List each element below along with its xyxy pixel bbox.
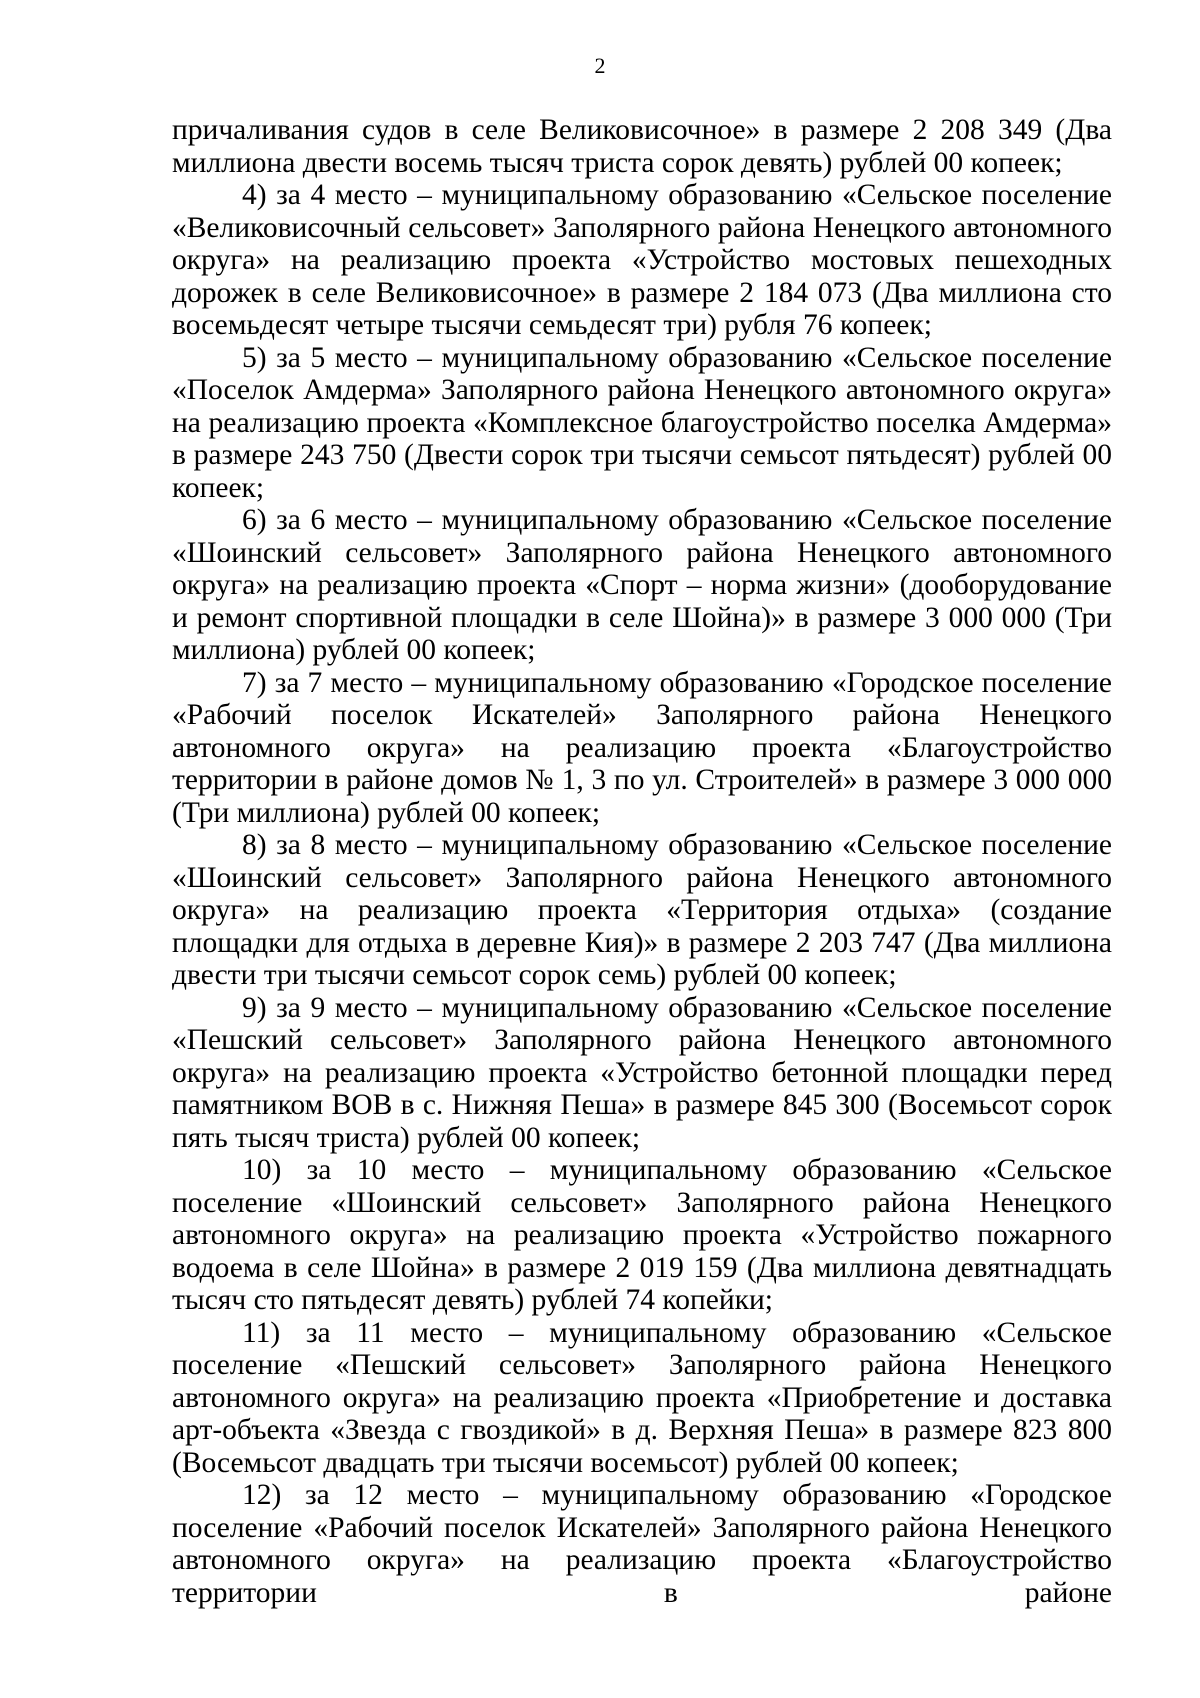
paragraph-continuation: причаливания судов в селе Великовисочное» в размере 2 208 349 (Два миллиона двести восемь тысяч триста сорок девять) рублей 00 копеек; <box>172 114 1112 179</box>
paragraph-item-6: 6) за 6 место – муниципальному образованию «Сельское поселение «Шоинский сельсовет» Заполярного района Ненецкого автономного округа» на реализацию проекта «Спорт – норма жизни» (дооборудование и ремонт спортивной площадки в селе Шойна)» в размере 3 000 000 (Три миллиона) рублей 00 копеек; <box>172 504 1112 666</box>
paragraph-item-4: 4) за 4 место – муниципальному образованию «Сельское поселение «Великовисочный сельсовет» Заполярного района Ненецкого автономного округа» на реализацию проекта «Устройство мостовых пешеходных дорожек в селе Великовисочное» в размере 2 184 073 (Два миллиона сто восемьдесят четыре тысячи семьдесят три) рубля 76 копеек; <box>172 179 1112 341</box>
paragraph-item-8: 8) за 8 место – муниципальному образованию «Сельское поселение «Шоинский сельсовет» Заполярного района Ненецкого автономного округа» на реализацию проекта «Территория отдыха» (создание площадки для отдыха в деревне Кия)» в размере 2 203 747 (Два миллиона двести три тысячи семьсот сорок семь) рублей 00 копеек; <box>172 829 1112 991</box>
paragraph-item-5: 5) за 5 место – муниципальному образованию «Сельское поселение «Поселок Амдерма» Заполярного района Ненецкого автономного округа» на реализацию проекта «Комплексное благоустройство поселка Амдерма» в размере 243 750 (Двести сорок три тысячи семьсот пятьдесят) рублей 00 копеек; <box>172 341 1112 504</box>
paragraph-item-7: 7) за 7 место – муниципальному образованию «Городское поселение «Рабочий поселок Искателей» Заполярного района Ненецкого автономного округа» на реализацию проекта «Благоустройство территории в районе домов № 1, 3 по ул. Строителей» в размере 3 000 000 (Три миллиона) рублей 00 копеек; <box>172 666 1112 829</box>
paragraph-item-12: 12) за 12 место – муниципальному образованию «Городское поселение «Рабочий поселок Искателей» Заполярного района Ненецкого автономного округа» на реализацию проекта «Благоустройство территории в районе <box>172 1479 1112 1609</box>
page-number: 2 <box>594 53 606 78</box>
paragraph-item-10: 10) за 10 место – муниципальному образованию «Сельское поселение «Шоинский сельсовет» Заполярного района Ненецкого автономного округа» на реализацию проекта «Устройство пожарного водоема в селе Шойна» в размере 2 019 159 (Два миллиона девятнадцать тысяч сто пятьдесят девять) рублей 74 копейки; <box>172 1154 1112 1316</box>
paragraph-item-9: 9) за 9 место – муниципальному образованию «Сельское поселение «Пешский сельсовет» Заполярного района Ненецкого автономного округа» на реализацию проекта «Устройство бетонной площадки перед памятником ВОВ в с. Нижняя Пеша» в размере 845 300 (Восемьсот сорок пять тысяч триста) рублей 00 копеек; <box>172 991 1112 1154</box>
document-body <box>172 114 1112 1609</box>
paragraph-item-11: 11) за 11 место – муниципальному образованию «Сельское поселение «Пешский сельсовет» Заполярного района Ненецкого автономного округа» на реализацию проекта «Приобретение и доставка арт-объекта «Звезда с гвоздикой» в д. Верхняя Пеша» в размере 823 800 (Восемьсот двадцать три тысячи восемьсот) рублей 00 копеек; <box>172 1316 1112 1479</box>
